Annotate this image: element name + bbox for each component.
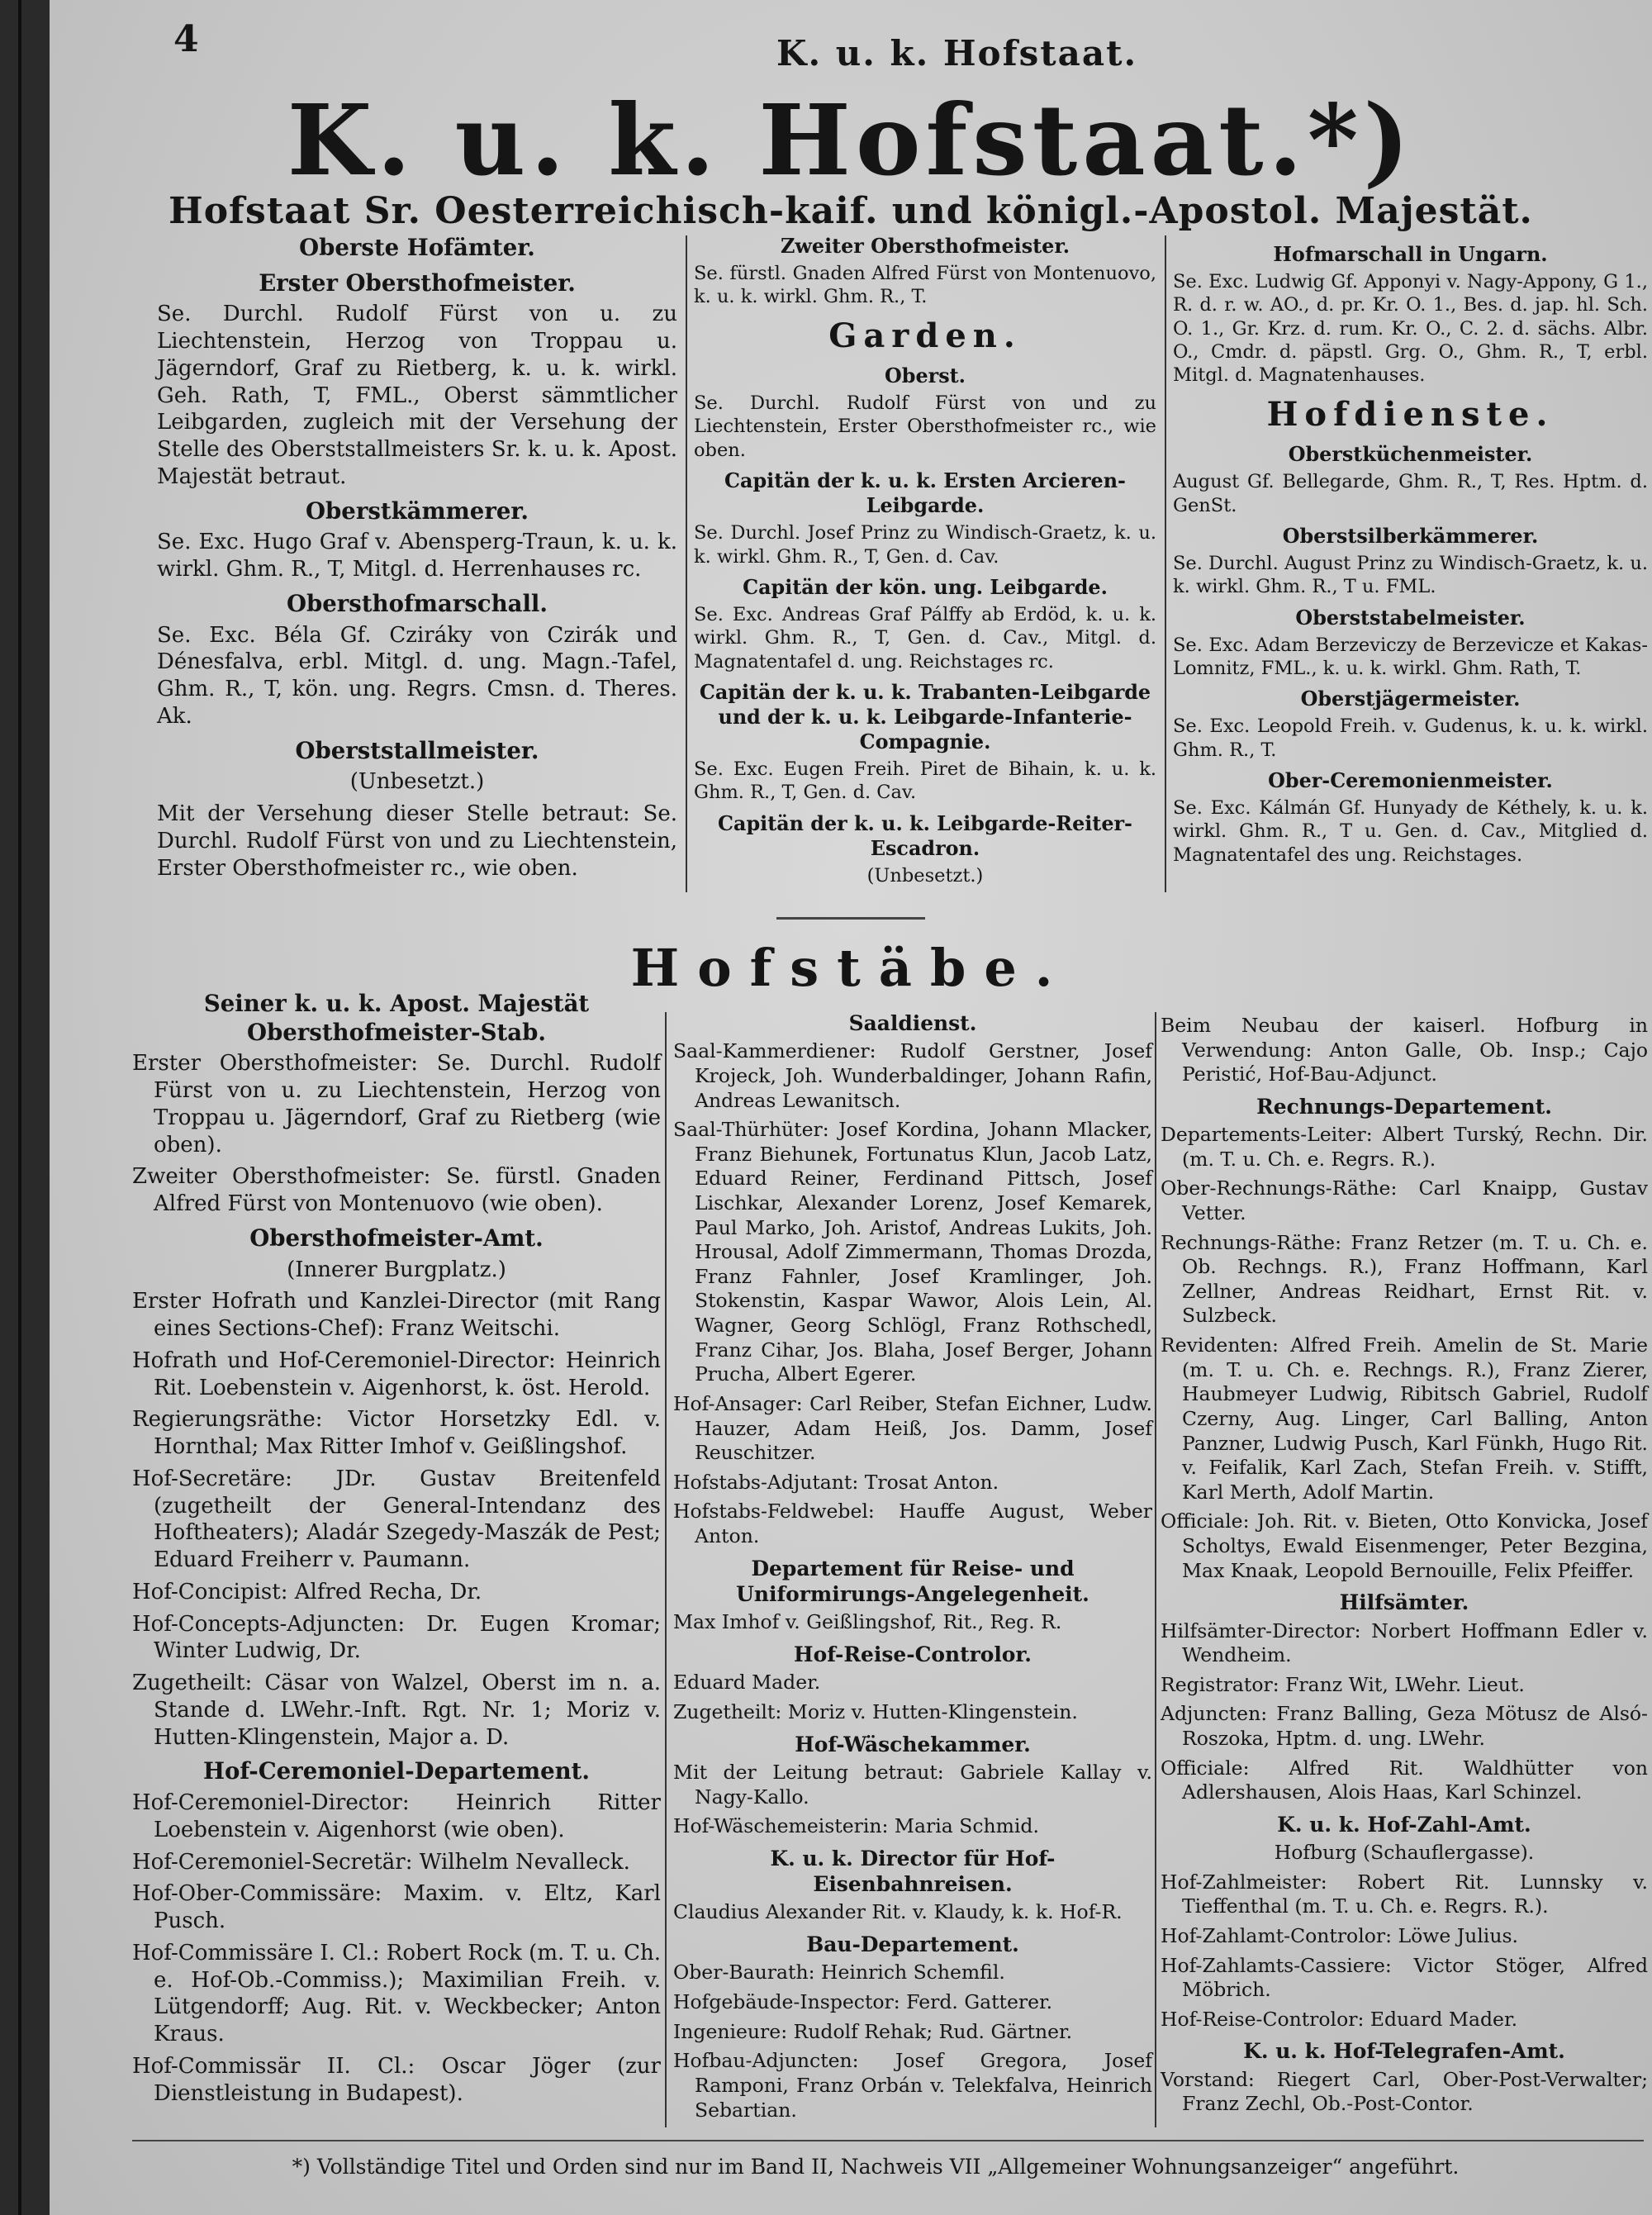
staff-entry: Registrator: Franz Wit, LWehr. Lieut. bbox=[1161, 1672, 1525, 1696]
section-heading: Hilfsämter. bbox=[1339, 1590, 1469, 1615]
staff-entry: Officiale: Joh. Rit. v. Bieten, Otto Konvicka, Josef Scholtys, Ewald Eisenmenger, Peter Bezgina, Max Knaak, Leopold Bernouille, Felix Pfeiffer. bbox=[1161, 1509, 1648, 1582]
staff-entry: Hof-Commissäre I. Cl.: Robert Rock (m. T. u. Ch. e. Hof-Ob.-Commiss.); Maximilian Freih. v. Lütgendorff; Aug. Rit. v. Weckbecker; Anton Kraus. bbox=[132, 1940, 661, 2047]
section-heading: Hof-Ceremoniel-Departement. bbox=[203, 1758, 590, 1785]
book-binding-edge bbox=[0, 0, 50, 2215]
staff-entry: Hof-Secretäre: JDr. Gustav Breitenfeld (zugetheilt der General-Intendanz des Hoftheaters); Aladár Szegedy-Maszák de Pest; Eduard Freiherr v. Paumann. bbox=[132, 1466, 661, 1573]
staff-entry: Zugetheilt: Moriz v. Hutten-Klingenstein. bbox=[673, 1699, 1078, 1723]
staff-entry: Hof-Wäschemeisterin: Maria Schmid. bbox=[673, 1814, 1039, 1838]
section-heading: Capitän der k. u. k. Leibgarde-Reiter-Escadron. bbox=[718, 811, 1132, 860]
entry-text: Se. Exc. Kálmán Gf. Hunyady de Kéthely, k. u. k. wirkl. Ghm. R., T u. Gen. d. Cav., Mitglied d. Magnatentafel des ung. Reichstages. bbox=[1173, 797, 1648, 866]
staff-entry: Vorstand: Riegert Carl, Ober-Post-Verwalter; Franz Zechl, Ob.-Post-Contor. bbox=[1161, 2067, 1648, 2116]
entry-text: Se. Exc. Béla Gf. Cziráky von Czirák und Dénesfalva, erbl. Mitgl. d. ung. Magn.-Tafel, Ghm. R., T, kön. ung. Regrs. Cmsn. d. Theres. Ak. bbox=[157, 622, 677, 729]
entry-text: Se. Exc. Leopold Freih. v. Gudenus, k. u. k. wirkl. Ghm. R., T. bbox=[1173, 715, 1648, 761]
staff-entry: Hofrath und Hof-Ceremoniel-Director: Heinrich Rit. Loebenstein v. Aigenhorst, k. öst. Herold. bbox=[132, 1348, 661, 1400]
section-heading: Oberstküchenmeister. bbox=[1288, 443, 1533, 467]
entry-text: Se. Exc. Adam Berzeviczy de Berzevicze et Kakas-Lomnitz, FML., k. u. k. wirkl. Ghm. Rath, T. bbox=[1173, 634, 1648, 679]
bottom-column-1 bbox=[132, 983, 661, 2112]
footnote-rule bbox=[132, 2140, 1644, 2141]
entry-text: Se. Durchl. August Prinz zu Windisch-Graetz, k. u. k. wirkl. Ghm. R., T u. FML. bbox=[1173, 552, 1648, 598]
top-column-1 bbox=[157, 227, 677, 886]
centered-note: (Innerer Burgplatz.) bbox=[287, 1257, 506, 1282]
section-heading: Obersthofmarschall. bbox=[287, 590, 548, 617]
staff-entry: Hof-Concepts-Adjuncten: Dr. Eugen Kromar; Winter Ludwig, Dr. bbox=[132, 1611, 661, 1664]
staff-entry: Hofgebäude-Inspector: Ferd. Gatterer. bbox=[673, 1990, 1053, 2014]
entry-text: Se. fürstl. Gnaden Alfred Fürst von Montenuovo, k. u. k. wirkl. Ghm. R., T. bbox=[694, 263, 1156, 308]
section-title: Hofstäbe. bbox=[630, 938, 1071, 998]
staff-entry: Hof-Ceremoniel-Director: Heinrich Ritter Loebenstein v. Aigenhorst (wie oben). bbox=[132, 1790, 661, 1842]
section-heading: K. u. k. Director für Hof-Eisenbahnreisen. bbox=[770, 1846, 1056, 1897]
staff-entry: Hofbau-Adjuncten: Josef Gregora, Josef Ramponi, Franz Orbán v. Telekfalva, Heinrich Sebartian. bbox=[673, 2049, 1152, 2122]
staff-entry: Regierungsräthe: Victor Horsetzky Edl. v. Hornthal; Max Ritter Imhof v. Geißlingshof. bbox=[132, 1407, 661, 1460]
staff-entry: Hof-Commissär II. Cl.: Oscar Jöger (zur Dienstleistung in Budapest). bbox=[132, 2053, 661, 2106]
section-divider bbox=[776, 917, 925, 920]
staff-entry: Erster Obersthofmeister: Se. Durchl. Rudolf Fürst von u. zu Liechtenstein, Herzog von Troppau u. Jägerndorf, Graf zu Rietberg (wie oben). bbox=[132, 1051, 661, 1157]
staff-entry: Hof-Ober-Commissäre: Maxim. v. Eltz, Karl Pusch. bbox=[132, 1881, 661, 1934]
section-heading: Oberste Hofämter. bbox=[299, 235, 535, 261]
staff-entry: Ober-Baurath: Heinrich Schemfil. bbox=[673, 1961, 1005, 1984]
section-heading: Oberststallmeister. bbox=[295, 737, 539, 764]
section-heading: Departement für Reise- und Uniformirungs-Angelegenheit. bbox=[736, 1556, 1089, 1606]
staff-entry: Officiale: Alfred Rit. Waldhütter von Adlershausen, Alois Haas, Karl Schinzel. bbox=[1161, 1756, 1648, 1804]
section-heading: Hofmarschall in Ungarn. bbox=[1273, 243, 1548, 266]
staff-entry: Hof-Zahlamt-Controlor: Löwe Julius. bbox=[1161, 1924, 1518, 1948]
section-heading: Erster Obersthofmeister. bbox=[259, 269, 576, 297]
section-heading: Hof-Reise-Controlor. bbox=[794, 1642, 1032, 1666]
staff-entry: Revidenten: Alfred Freih. Amelin de St. Marie (m. T. u. Ch. e. Rechngs. R.), Franz Zierer, Haubmeyer Ludwig, Ribitsch Gabriel, Rudolf Czerny, Aug. Linger, Carl Balling, Anton Panzner, Ludwig Pusch, Karl Fünkh, Hugo Rit. v. Feifalik, Karl Zach, Stefan Freih. v. Stifft, Karl Merth, Adolf Martin. bbox=[1161, 1333, 1648, 1504]
section-heading: Rechnungs-Departement. bbox=[1256, 1094, 1552, 1119]
staff-entry: Hof-Zahlmeister: Robert Rit. Lunnsky v. Tieffenthal (m. T. u. Ch. e. Regrs. R.). bbox=[1161, 1870, 1648, 1918]
staff-entry: Hof-Reise-Controlor: Eduard Mader. bbox=[1161, 2007, 1518, 2031]
staff-entry: Saal-Thürhüter: Josef Kordina, Johann Mlacker, Franz Biehunek, Fortunatus Klun, Jacob Latz, Eduard Reiner, Ferdinand Pittsch, Josef Lischkar, Alexander Lorenz, Josef Kemarek, Paul Marko, Joh. Aristof, Andreas Lukits, Joh. Hrousal, Adolf Zimmermann, Thomas Drozda, Franz Fahnler, Josef Kramlinger, Joh. Stokenstin, Kaspar Wawor, Alois Lein, Al. Wagner, Georg Schlögl, Franz Rothschedl, Franz Cihar, Jos. Blaha, Josef Berger, Johann Prucha, Albert Egerer. bbox=[673, 1118, 1152, 1386]
section-heading: Ober-Ceremonienmeister. bbox=[1268, 769, 1553, 793]
staff-entry: Saal-Kammerdiener: Rudolf Gerstner, Josef Krojeck, Joh. Wunderbaldinger, Johann Rafin, Andreas Lewanitsch. bbox=[673, 1039, 1152, 1112]
centered-note: (Unbesetzt.) bbox=[349, 769, 485, 795]
section-heading: Oberst. bbox=[885, 364, 966, 388]
staff-entry: Departements-Leiter: Albert Turský, Rechn. Dir. (m. T. u. Ch. e. Regrs. R.). bbox=[1161, 1123, 1648, 1171]
bottom-column-3 bbox=[1161, 1012, 1648, 2122]
column-rule bbox=[1155, 1012, 1156, 2127]
section-heading: Capitän der k. u. k. Trabanten-Leibgarde und der k. u. k. Leibgarde-Infanterie-Compagnie. bbox=[699, 680, 1151, 754]
entry-text: Se. Durchl. Josef Prinz zu Windisch-Graetz, k. u. k. wirkl. Ghm. R., T, Gen. d. Cav. bbox=[694, 522, 1156, 568]
staff-entry: Mit der Leitung betraut: Gabriele Kallay v. Nagy-Kallo. bbox=[673, 1760, 1152, 1809]
staff-entry: Hilfsämter-Director: Norbert Hoffmann Edler v. Wendheim. bbox=[1161, 1618, 1648, 1667]
column-rule bbox=[665, 1012, 667, 2127]
staff-entry: Ingenieure: Rudolf Rehak; Rud. Gärtner. bbox=[673, 2019, 1073, 2043]
staff-entry: Zweiter Obersthofmeister: Se. fürstl. Gnaden Alfred Fürst von Montenuovo (wie oben). bbox=[132, 1164, 661, 1217]
section-heading: Oberststabelmeister. bbox=[1295, 606, 1526, 630]
section-heading: Capitän der k. u. k. Ersten Arcieren-Leibgarde. bbox=[724, 469, 1126, 518]
staff-entry: Rechnungs-Räthe: Franz Retzer (m. T. u. Ch. e. Ob. Rechngs. R.), Franz Hoffmann, Karl Zellner, Andreas Reidhart, Ernst Rit. v. Sulzbeck. bbox=[1161, 1230, 1648, 1328]
footnote: *) Vollständige Titel und Orden sind nur im Band II, Nachweis VII „Allgemeiner Wohnungsanzeiger“ angeführt. bbox=[292, 2155, 1460, 2179]
section-heading: Hof-Wäschekammer. bbox=[795, 1732, 1031, 1756]
staff-entry: Max Imhof v. Geißlingshof, Rit., Reg. R. bbox=[673, 1610, 1062, 1634]
column-rule bbox=[1165, 235, 1166, 892]
staff-entry: Hofstabs-Adjutant: Trosat Anton. bbox=[673, 1470, 999, 1494]
section-heading: Obersthofmeister-Amt. bbox=[249, 1224, 544, 1252]
staff-entry: Hof-Ansager: Carl Reiber, Stefan Eichner, Ludw. Hauzer, Adam Heiß, Jos. Damm, Josef Reuschitzer. bbox=[673, 1391, 1152, 1465]
entry-text: Se. Exc. Andreas Graf Pálffy ab Erdöd, k. u. k. wirkl. Ghm. R., T, Gen. d. Cav., Mitgl. d. Magnatentafel d. ung. Reichstages rc. bbox=[694, 603, 1156, 673]
entry-text: Se. Exc. Ludwig Gf. Apponyi v. Nagy-Appony, G 1., R. d. r. w. AO., d. pr. Kr. O. 1., Bes. d. jap. hl. Sch. O. 1., Gr. Krz. d. rum. Kr. O., C. 2. d. sächs. Albr. O., Cmdr. d. päpstl. Grg. O., Ghm. R., T, erbl. Mitgl. d. Magnatenhauses. bbox=[1173, 271, 1648, 387]
top-column-2 bbox=[694, 227, 1156, 892]
staff-entry: Ober-Rechnungs-Räthe: Carl Knaipp, Gustav Vetter. bbox=[1161, 1176, 1648, 1225]
staff-entry: Beim Neubau der kaiserl. Hofburg in Verwendung: Anton Galle, Ob. Insp.; Cajo Peristić, Hof-Bau-Adjunct. bbox=[1161, 1014, 1648, 1086]
staff-entry: Erster Hofrath und Kanzlei-Director (mit Rang eines Sections-Chef): Franz Weitschi. bbox=[132, 1289, 661, 1342]
section-heading: Oberstjägermeister. bbox=[1300, 687, 1521, 711]
section-heading: Zweiter Obersthofmeister. bbox=[780, 235, 1070, 258]
staff-entry: Adjuncten: Franz Balling, Geza Mötusz de Alsó-Roszoka, Hptm. d. ung. LWehr. bbox=[1161, 1702, 1648, 1750]
centered-note: (Unbesetzt.) bbox=[866, 864, 984, 886]
staff-entry: Hof-Zahlamts-Cassiere: Victor Stöger, Alfred Möbrich. bbox=[1161, 1953, 1648, 2002]
entry-text: August Gf. Bellegarde, Ghm. R., T, Res. Hptm. d. GenSt. bbox=[1173, 471, 1648, 516]
staff-entry: Hof-Ceremoniel-Secretär: Wilhelm Nevalleck. bbox=[132, 1849, 630, 1875]
section-heading: Seiner k. u. k. Apost. Majestät Obersthofmeister-Stab. bbox=[203, 991, 590, 1046]
entry-text: Se. Exc. Hugo Graf v. Abensperg-Traun, k. u. k. wirkl. Ghm. R., T, Mitgl. d. Herrenhauses rc. bbox=[157, 530, 677, 582]
entry-text: Se. Durchl. Rudolf Fürst von u. zu Liechtenstein, Herzog von Troppau u. Jägerndorf, Graf zu Rietberg, k. u. k. wirkl. Geh. Rath, T, FML., Oberst sämmtlicher Leibgarden, zugleich mit der Versehung der Stelle des Oberststallmeisters Sr. k. u. k. Apost. Majestät betraut. bbox=[157, 302, 677, 489]
page-title: K. u. k. Hofstaat.*) bbox=[287, 83, 1415, 197]
document-page bbox=[50, 0, 1652, 2215]
staff-entry: Claudius Alexander Rit. v. Klaudy, k. k. Hof-R. bbox=[673, 1900, 1123, 1924]
entry-text: Se. Durchl. Rudolf Fürst von und zu Liechtenstein, Erster Obersthofmeister rc., wie oben. bbox=[694, 392, 1156, 461]
section-heading: K. u. k. Hof-Zahl-Amt. bbox=[1277, 1812, 1531, 1837]
group-heading: Garden. bbox=[828, 316, 1022, 355]
staff-entry: Eduard Mader. bbox=[673, 1671, 821, 1695]
section-heading: Capitän der kön. ung. Leibgarde. bbox=[743, 575, 1108, 599]
page-subtitle: Hofstaat Sr. Oesterreichisch-kaif. und königl.-Apostol. Majestät. bbox=[169, 190, 1533, 232]
page-number: 4 bbox=[173, 18, 199, 60]
section-heading: Oberstsilberkämmerer. bbox=[1282, 524, 1539, 548]
entry-text: Mit der Versehung dieser Stelle betraut: Se. Durchl. Rudolf Fürst von und zu Liechtenstein, Erster Obersthofmeister rc., wie oben. bbox=[157, 801, 677, 881]
top-column-3 bbox=[1173, 235, 1648, 872]
centered-note: Hofburg (Schauflergasse). bbox=[1274, 1841, 1535, 1865]
column-rule bbox=[686, 235, 687, 892]
entry-text: Se. Exc. Eugen Freih. Piret de Bihain, k. u. k. Ghm. R., T, Gen. d. Cav. bbox=[694, 758, 1156, 804]
section-heading: Bau-Departement. bbox=[806, 1932, 1019, 1957]
running-head: K. u. k. Hofstaat. bbox=[776, 33, 1138, 74]
staff-entry: Hof-Concipist: Alfred Recha, Dr. bbox=[132, 1579, 482, 1604]
group-heading: Hofdienste. bbox=[1266, 394, 1555, 434]
section-heading: Oberstkämmerer. bbox=[306, 497, 529, 525]
bottom-column-2 bbox=[673, 1004, 1152, 2127]
staff-entry: Hofstabs-Feldwebel: Hauffe August, Weber Anton. bbox=[673, 1500, 1152, 1547]
staff-entry: Zugetheilt: Cäsar von Walzel, Oberst im n. a. Stande d. LWehr.-Inft. Rgt. Nr. 1; Moriz v. Hutten-Klingenstein, Major a. D. bbox=[132, 1671, 661, 1750]
section-heading: Saaldienst. bbox=[848, 1011, 977, 1035]
section-heading: K. u. k. Hof-Telegrafen-Amt. bbox=[1243, 2039, 1565, 2064]
